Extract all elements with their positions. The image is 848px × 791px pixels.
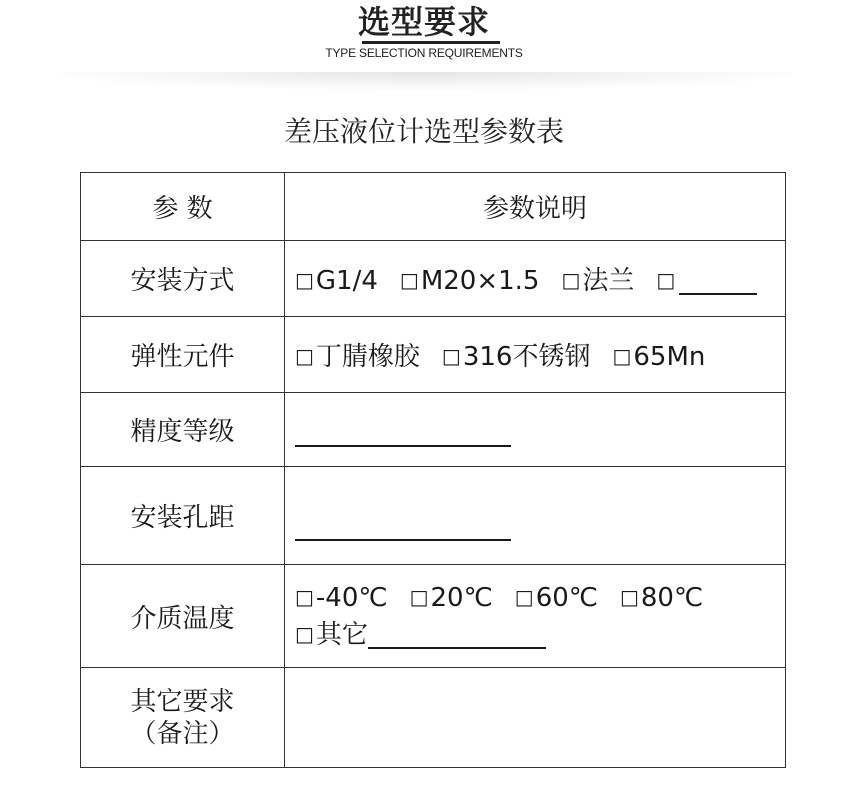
param-elastic-element: 弹性元件 bbox=[81, 317, 285, 393]
checkbox-icon[interactable]: □ bbox=[441, 344, 461, 368]
option-316-steel[interactable] bbox=[442, 342, 591, 372]
param-hole-distance: 安装孔距 bbox=[81, 467, 285, 565]
table-header-row bbox=[81, 173, 786, 241]
table-row-elastic-element bbox=[81, 317, 786, 393]
option-80[interactable] bbox=[620, 583, 703, 613]
table-title: 差压液位计选型参数表 bbox=[283, 115, 564, 148]
checkbox-icon[interactable]: □ bbox=[561, 268, 581, 292]
option-other-temp[interactable] bbox=[295, 620, 546, 650]
option-label: 65Mn bbox=[633, 342, 706, 372]
table-row-medium-temp bbox=[81, 565, 786, 668]
option-label: 法兰 bbox=[582, 266, 635, 296]
header-divider-shadow bbox=[55, 72, 793, 90]
option-nbr[interactable] bbox=[295, 342, 420, 372]
checkbox-icon[interactable]: □ bbox=[656, 268, 676, 292]
temp-other-line bbox=[295, 616, 785, 653]
option-60[interactable] bbox=[515, 583, 598, 613]
title-underline bbox=[362, 41, 500, 44]
checkbox-icon[interactable]: □ bbox=[399, 268, 419, 292]
hole-distance-fill-in-blank[interactable] bbox=[295, 539, 511, 541]
option-label: -40℃ bbox=[315, 583, 388, 613]
option-label: 316不锈钢 bbox=[462, 342, 591, 372]
param-medium-temp: 介质温度 bbox=[81, 565, 285, 668]
option-label: M20×1.5 bbox=[420, 266, 540, 296]
option-other-install[interactable] bbox=[656, 266, 757, 296]
desc-accuracy bbox=[285, 393, 786, 467]
option-label: 80℃ bbox=[640, 583, 704, 613]
desc-other-requirements[interactable] bbox=[285, 668, 786, 768]
option-m20[interactable] bbox=[400, 266, 540, 296]
option-label: 20℃ bbox=[430, 583, 493, 613]
table-row-other-requirements bbox=[81, 668, 786, 768]
option-g1-4[interactable] bbox=[295, 266, 378, 296]
selection-parameter-table bbox=[80, 172, 786, 768]
table-row-accuracy bbox=[81, 393, 786, 467]
checkbox-icon[interactable]: □ bbox=[295, 622, 314, 646]
param-install-method: 安装方式 bbox=[81, 241, 285, 317]
option-label: 丁腈橡胶 bbox=[315, 342, 420, 372]
checkbox-icon[interactable]: □ bbox=[514, 585, 534, 609]
checkbox-icon[interactable]: □ bbox=[612, 344, 632, 368]
checkbox-icon[interactable]: □ bbox=[295, 268, 314, 292]
temp-options-line bbox=[295, 579, 785, 616]
section-title: 选型要求 bbox=[357, 3, 490, 41]
other-temp-fill-in-blank[interactable] bbox=[368, 623, 546, 649]
option-label: G1/4 bbox=[315, 266, 378, 296]
header-param: 参 数 bbox=[81, 173, 285, 241]
param-other-line2: （备注） bbox=[130, 718, 235, 749]
desc-elastic-element bbox=[285, 317, 786, 393]
checkbox-icon[interactable]: □ bbox=[619, 585, 639, 609]
param-other-line1: 其它要求 bbox=[130, 686, 235, 717]
option-20[interactable] bbox=[410, 583, 493, 613]
section-subtitle: TYPE SELECTION REQUIREMENTS bbox=[325, 46, 523, 60]
table-row-install-method bbox=[81, 241, 786, 317]
param-accuracy: 精度等级 bbox=[81, 393, 285, 467]
header-description: 参数说明 bbox=[285, 173, 786, 241]
section-header bbox=[0, 0, 848, 100]
table-row-hole-distance bbox=[81, 467, 786, 565]
accuracy-fill-in-blank[interactable] bbox=[295, 445, 511, 447]
checkbox-icon[interactable]: □ bbox=[295, 344, 314, 368]
option-flange[interactable] bbox=[561, 266, 634, 296]
fill-in-blank[interactable] bbox=[679, 269, 757, 295]
option-label: 60℃ bbox=[535, 583, 598, 613]
desc-hole-distance bbox=[285, 467, 786, 565]
param-other-requirements bbox=[81, 668, 285, 768]
desc-install-method bbox=[285, 241, 786, 317]
option-label: 其它 bbox=[315, 620, 368, 650]
checkbox-icon[interactable]: □ bbox=[409, 585, 429, 609]
option-minus40[interactable] bbox=[295, 583, 388, 613]
checkbox-icon[interactable]: □ bbox=[295, 585, 314, 609]
option-65mn[interactable] bbox=[612, 342, 705, 372]
desc-medium-temp bbox=[285, 565, 786, 668]
